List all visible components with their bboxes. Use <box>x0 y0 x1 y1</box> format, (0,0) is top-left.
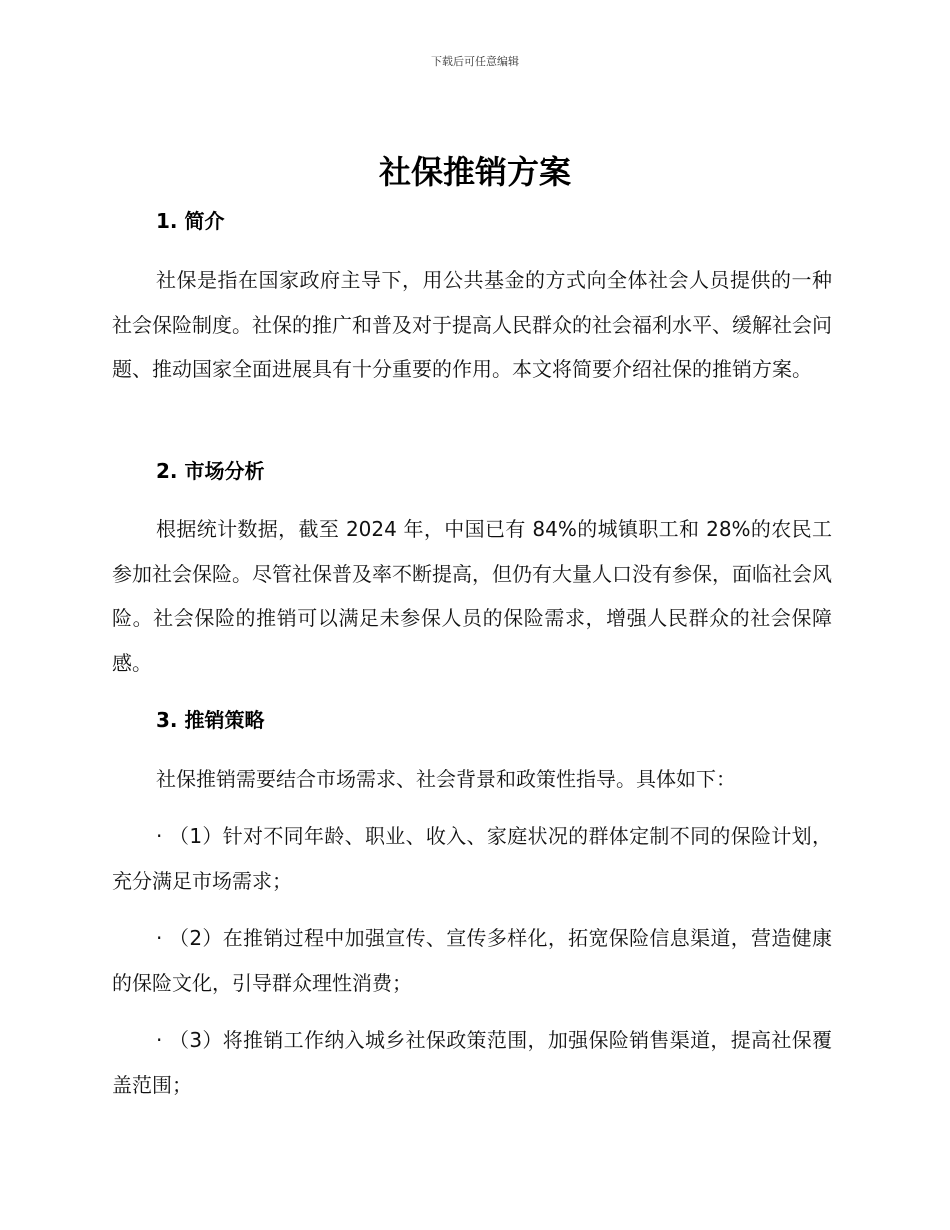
page-header: 下载后可任意编辑 <box>431 55 519 68</box>
strategy-list-item: · （3）将推销工作纳入城乡社保政策范围，加强保险销售渠道，提高社保覆盖范围； <box>112 1028 832 1097</box>
section-heading-strategy: 3. 推销策略 <box>156 708 265 732</box>
section-heading-intro: 1. 简介 <box>156 209 225 233</box>
section-strategy-intro-paragraph: 社保推销需要结合市场需求、社会背景和政策性指导。具体如下： <box>156 767 736 791</box>
section-market-paragraph: 根据统计数据，截至 2024 年，中国已有 84%的城镇职工和 28%的农民工参加社会保险。尽管社保普及率不断提高，但仍有大量人口没有参保，面临社会风险。社会保险的推销可以满足未参保人员的保险需求，增强人民群众的社会保障感。 <box>112 517 832 675</box>
document-title: 社保推销方案 <box>378 153 571 191</box>
strategy-list-item: · （2）在推销过程中加强宣传、宣传多样化，拓宽保险信息渠道，营造健康的保险文化，引导群众理性消费； <box>112 926 832 995</box>
strategy-list-item: · （1）针对不同年龄、职业、收入、家庭状况的群体定制不同的保险计划，充分满足市场需求； <box>112 824 832 893</box>
section-heading-market: 2. 市场分析 <box>156 459 265 483</box>
section-intro-paragraph: 社保是指在国家政府主导下，用公共基金的方式向全体社会人员提供的一种社会保险制度。社保的推广和普及对于提高人民群众的社会福利水平、缓解社会问题、推动国家全面进展具有十分重要的作用。本文将简要介绍社保的推销方案。 <box>112 268 832 381</box>
